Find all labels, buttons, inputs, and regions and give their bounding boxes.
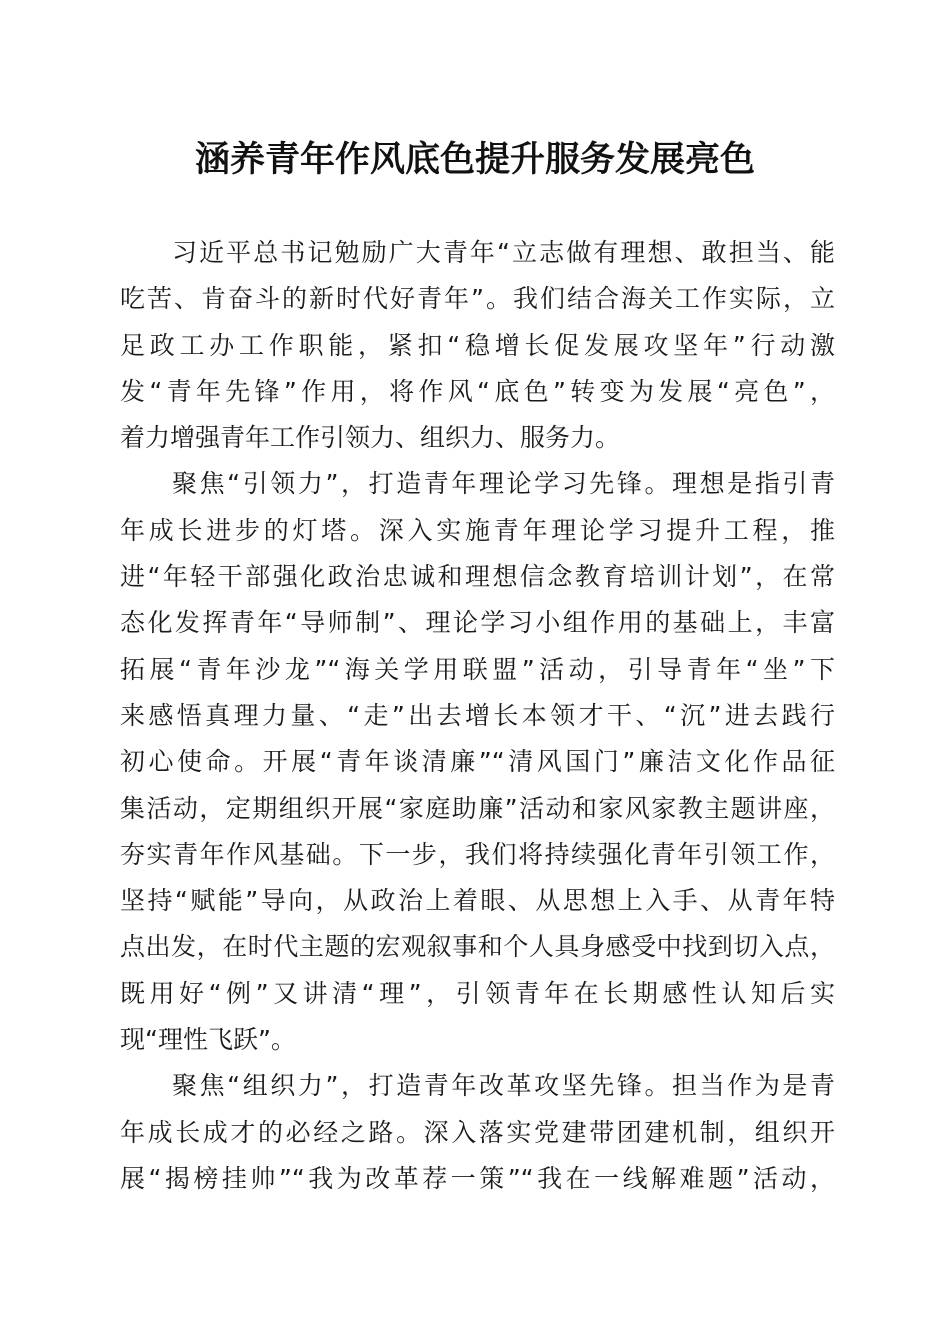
paragraph-2 xyxy=(120,461,835,1063)
paragraph-1 xyxy=(120,230,835,461)
text-line: 夯实青年作风基础。下一步，我们将持续强化青年引领工作， xyxy=(120,839,835,869)
text-line: 习近平总书记勉励广大青年“立志做有理想、敢担当、能 xyxy=(172,238,835,267)
text-line: 发“青年先锋”作用，将作风“底色”转变为发展“亮色”， xyxy=(120,376,835,406)
text-line: 进“年轻干部强化政治忠诚和理想信念教育培训计划”，在常 xyxy=(120,562,835,592)
text-line: 点出发，在时代主题的宏观叙事和个人具身感受中找到切入点， xyxy=(120,932,835,962)
document-title: 涵养青年作风底色提升服务发展亮色 xyxy=(194,139,755,180)
text-line: 现“理性飞跃”。 xyxy=(120,1025,296,1055)
text-line: 集活动，定期组织开展“家庭助廉”活动和家风家教主题讲座， xyxy=(120,793,835,823)
text-line: 着力增强青年工作引领力、组织力、服务力。 xyxy=(120,423,621,453)
text-line: 年成长成才的必经之路。深入落实党建带团建机制，组织开 xyxy=(120,1117,835,1147)
text-line: 聚焦“组织力”，打造青年改革攻坚先锋。担当作为是青 xyxy=(172,1071,835,1101)
text-line: 聚焦“引领力”，打造青年理论学习先锋。理想是指引青 xyxy=(172,469,835,499)
text-line: 拓展“青年沙龙”“海关学用联盟”活动，引导青年“坐”下 xyxy=(120,654,835,684)
document-body xyxy=(120,230,835,1202)
text-line: 既用好“例”又讲清“理”，引领青年在长期感性认知后实 xyxy=(120,978,835,1008)
text-line: 足政工办工作职能，紧扣“稳增长促发展攻坚年”行动激 xyxy=(120,330,835,360)
text-line: 年成长进步的灯塔。深入实施青年理论学习提升工程，推 xyxy=(120,515,835,545)
text-line: 来感悟真理力量、“走”出去增长本领才干、“沉”进去践行 xyxy=(120,700,835,730)
text-line: 展“揭榜挂帅”“我为改革荐一策”“我在一线解难题”活动， xyxy=(120,1163,835,1193)
text-line: 初心使命。开展“青年谈清廉”“清风国门”廉洁文化作品征 xyxy=(120,747,835,777)
paragraph-3 xyxy=(120,1063,835,1202)
text-line: 吃苦、肯奋斗的新时代好青年”。我们结合海关工作实际，立 xyxy=(120,284,835,314)
text-line: 坚持“赋能”导向，从政治上着眼、从思想上入手、从青年特 xyxy=(120,886,835,916)
text-line: 态化发挥青年“导师制”、理论学习小组作用的基础上，丰富 xyxy=(120,608,835,638)
